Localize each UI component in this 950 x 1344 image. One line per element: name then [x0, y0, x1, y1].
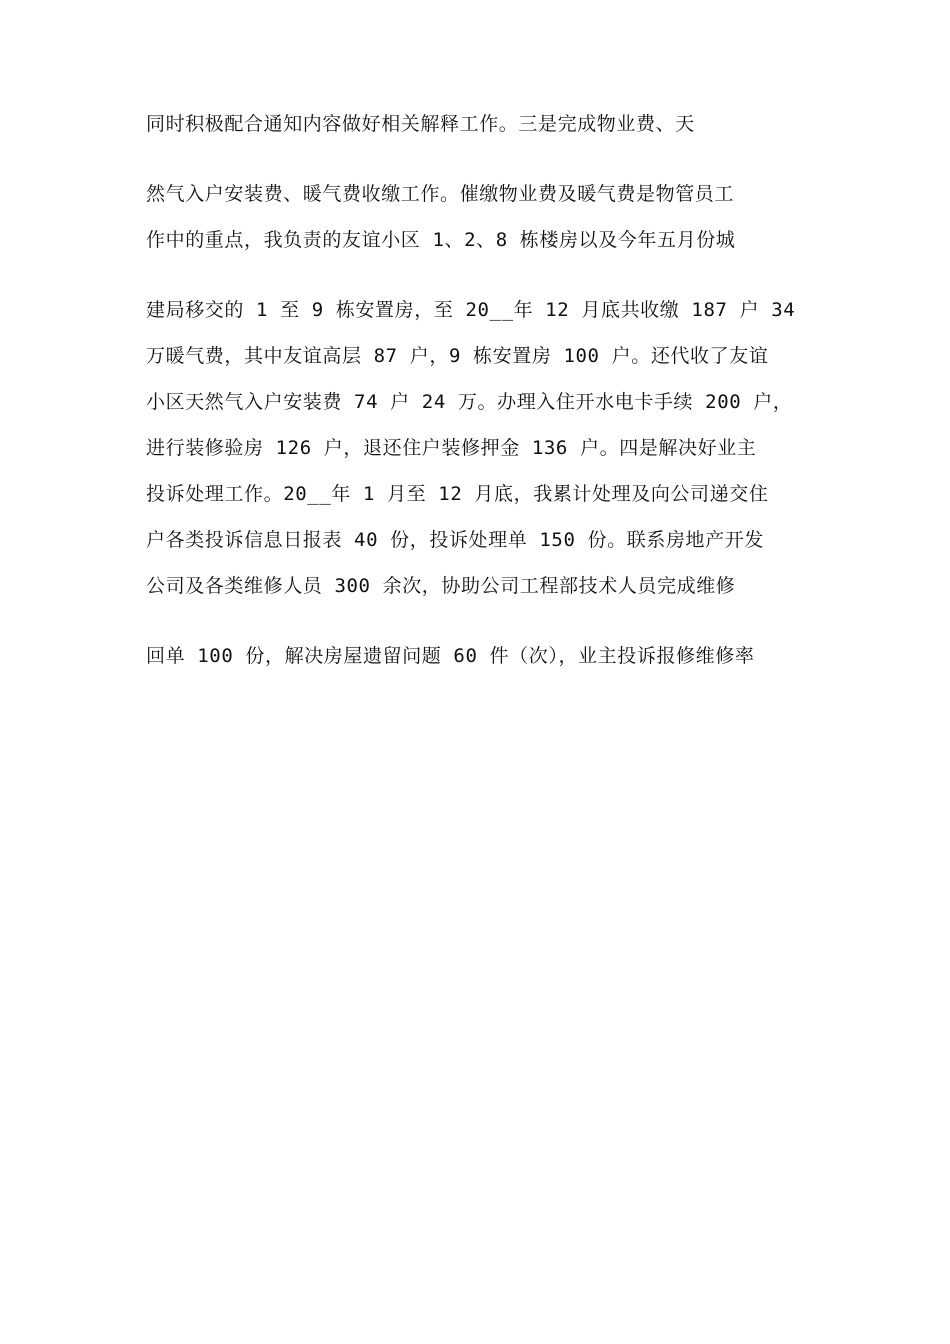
text-line: 回单 100 份，解决房屋遗留问题 60 件（次），业主投诉报修维修率	[146, 645, 755, 667]
text-line: 然气入户安装费、暖气费收缴工作。催缴物业费及暖气费是物管员工	[146, 183, 735, 205]
text-line: 同时积极配合通知内容做好相关解释工作。三是完成物业费、天	[146, 113, 695, 135]
text-line: 公司及各类维修人员 300 余次，协助公司工程部技术人员完成维修	[146, 575, 736, 597]
text-line: 小区天然气入户安装费 74 户 24 万。办理入住开水电卡手续 200 户，	[146, 391, 793, 413]
text-line: 投诉处理工作。20__年 1 月至 12 月底，我累计处理及向公司递交住	[146, 483, 769, 505]
text-line: 万暖气费，其中友谊高层 87 户，9 栋安置房 100 户。还代收了友谊	[146, 345, 769, 367]
text-line: 作中的重点，我负责的友谊小区 1、2、8 栋楼房以及今年五月份城	[146, 229, 736, 251]
text-line: 户各类投诉信息日报表 40 份，投诉处理单 150 份。联系房地产开发	[146, 529, 764, 551]
text-line: 建局移交的 1 至 9 栋安置房，至 20__年 12 月底共收缴 187 户 34	[146, 299, 796, 321]
document-body	[146, 112, 816, 690]
text-line: 进行装修验房 126 户，退还住户装修押金 136 户。四是解决好业主	[146, 437, 757, 459]
